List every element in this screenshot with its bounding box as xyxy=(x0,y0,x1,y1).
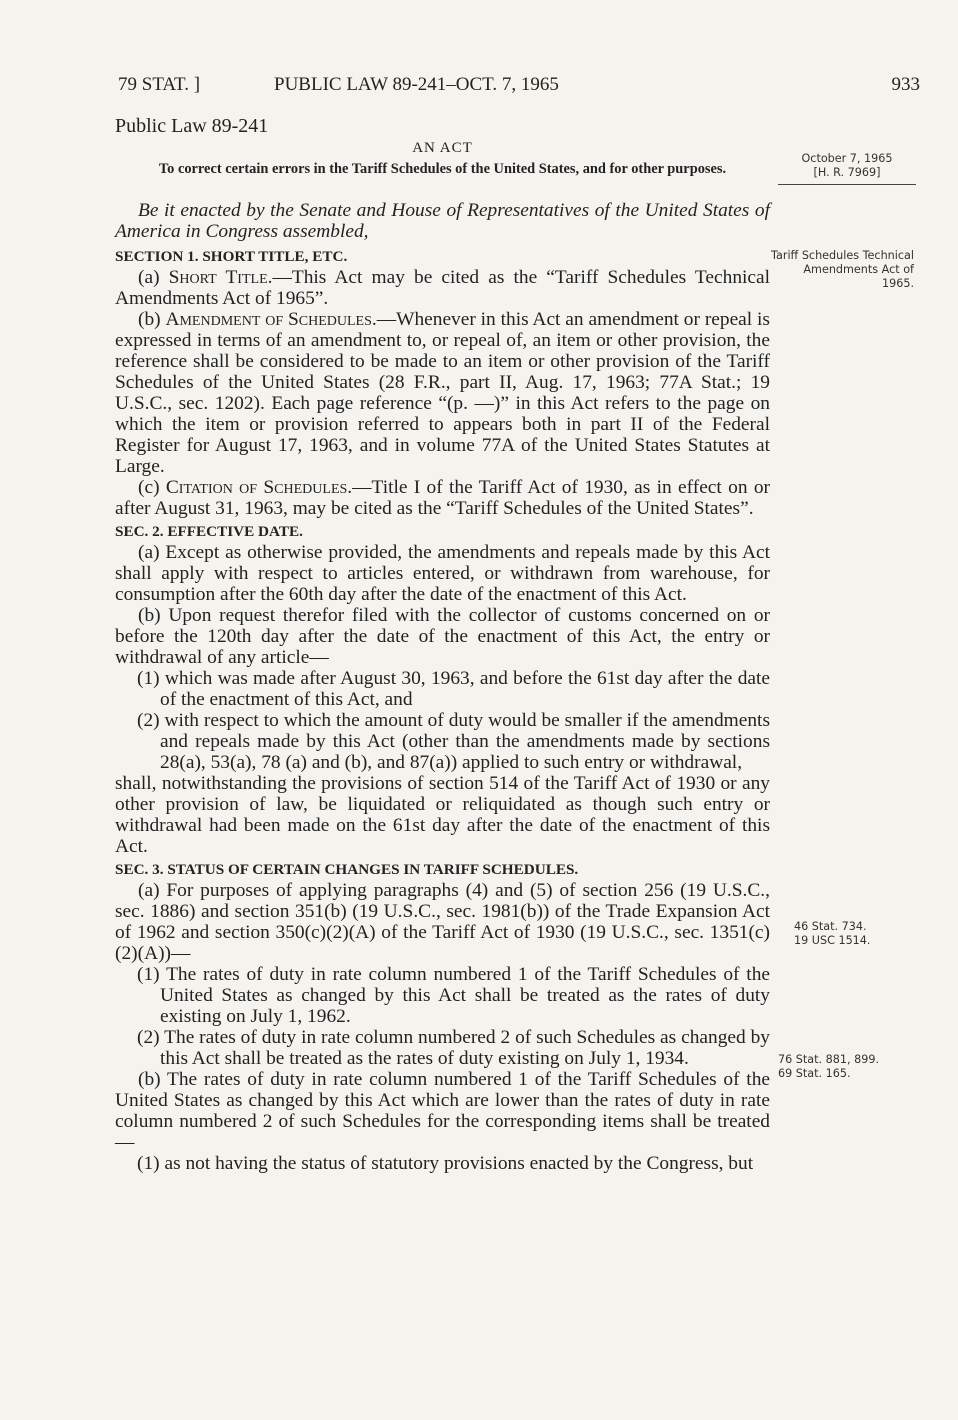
page-number: 933 xyxy=(891,74,920,95)
section-2-b: (b) Upon request therefor filed with the collector of customs concerned on or before the 120th day after the date of the enactment of this Act, the entry or withdrawal of any article— xyxy=(115,605,770,668)
section-1-c-prefix: (c) xyxy=(138,477,166,498)
section-2-b-1: (1) which was made after August 30, 1963, and before the 61st day after the date of the enactment of this Act, and xyxy=(137,668,770,710)
section-1-c xyxy=(115,477,770,519)
section-1-a-prefix: (a) xyxy=(138,267,169,288)
margin-date-note xyxy=(778,152,916,185)
section-3-b: (b) The rates of duty in rate column numbered 1 of the Tariff Schedules of the United States as changed by this Act which are lower than the rates of duty in rate column numbered 2 of such Schedules for the corresponding items shall be treated— xyxy=(115,1069,770,1153)
act-purpose: To correct certain errors in the Tariff Schedules of the United States, and for other purposes. xyxy=(158,161,727,177)
margin-date: October 7, 1965 xyxy=(801,152,893,165)
margin-bill-number: [H. R. 7969] xyxy=(813,166,881,179)
section-3-a-2: (2) The rates of duty in rate column numbered 2 of such Schedules as changed by this Act shall be treated as the rates of duty existing on July 1, 1934. xyxy=(137,1027,770,1069)
enacting-clause: Be it enacted by the Senate and House of Representatives of the United States of America in Congress assembled, xyxy=(115,200,770,242)
section-1-a-body: —This Act may be cited as the “Tariff Schedules Technical Amendments Act of 1965”. xyxy=(115,267,770,309)
section-3-heading: SEC. 3. STATUS OF CERTAIN CHANGES IN TARIFF SCHEDULES. xyxy=(115,861,579,878)
section-1-a xyxy=(115,267,770,309)
running-header xyxy=(118,74,920,100)
law-label: Public Law 89-241 xyxy=(115,115,269,137)
margin-short-title-note: Tariff Schedules Technical Amendments Act of 1965. xyxy=(771,249,914,290)
section-3-b-1: (1) as not having the status of statutory provisions enacted by the Congress, but xyxy=(137,1153,754,1174)
margin-cite-46-stat: 46 Stat. 734. xyxy=(794,920,867,933)
main-text xyxy=(115,116,770,1174)
section-2-heading: SEC. 2. EFFECTIVE DATE. xyxy=(115,523,303,540)
section-1-a-label: Short Title. xyxy=(168,267,273,288)
act-heading: AN ACT xyxy=(412,140,473,156)
section-2-b-tail: shall, notwithstanding the provisions of section 514 of the Tariff Act of 1930 or any other provision of law, be liquidated or reliquidated as though such entry or withdrawal had been made on the 61st day after the date of the enactment of this Act. xyxy=(115,773,770,857)
margin-cite-69-stat: 69 Stat. 165. xyxy=(778,1067,851,1080)
section-1-c-label: Citation of Schedules. xyxy=(165,477,353,498)
section-1-c-body: —Title I of the Tariff Act of 1930, as in effect on or after August 31, 1963, may be cited as the “Tariff Schedules of the United States”. xyxy=(115,477,770,519)
section-2-b-2: (2) with respect to which the amount of duty would be smaller if the amendments and repeals made by this Act (other than the amendments made by sections 28(a), 53(a), 78 (a) and (b), and 87(a)) applied to such entry or withdrawal, xyxy=(137,710,770,773)
margin-citation-note-1 xyxy=(794,920,934,948)
section-1-heading: SECTION 1. SHORT TITLE, ETC. xyxy=(115,248,348,265)
section-1-b-prefix: (b) xyxy=(138,309,166,330)
section-1-b xyxy=(115,309,770,477)
margin-cite-76-stat: 76 Stat. 881, 899. xyxy=(778,1053,880,1066)
section-3-a-1: (1) The rates of duty in rate column numbered 1 of the Tariff Schedules of the United States as changed by this Act shall be treated as the rates of duty existing on July 1, 1962. xyxy=(137,964,770,1027)
volume-reference: 79 STAT. ] xyxy=(118,74,201,95)
law-reference: PUBLIC LAW 89-241–OCT. 7, 1965 xyxy=(274,74,559,95)
section-2-a: (a) Except as otherwise provided, the amendments and repeals made by this Act shall apply with respect to articles entered, or withdrawn from warehouse, for consumption after the 60th day after the date of the enactment of this Act. xyxy=(115,542,770,605)
margin-citation-note-2 xyxy=(778,1053,918,1081)
margin-cite-19-usc: 19 USC 1514. xyxy=(794,934,871,947)
section-3-a: (a) For purposes of applying paragraphs (4) and (5) of section 256 (19 U.S.C., sec. 1886) and section 351(b) (19 U.S.C., sec. 1981(b)) of the Trade Expansion Act of 1962 and section 350(c)(2)(A) of the Tariff Act of 1930 (19 U.S.C., sec. 1351(c)(2)(A))— xyxy=(115,880,770,964)
section-1-b-label: Amendment of Schedules. xyxy=(165,309,377,330)
section-1-b-body: —Whenever in this Act an amendment or repeal is expressed in terms of an amendment to, or repeal of, an item or other provision, the reference shall be considered to be made to an item or other provision of the Tariff Schedules of the United States (28 F.R., part II, Aug. 17, 1963; 77A Stat.; 19 U.S.C., sec. 1202). Each page reference “(p. —)” in this Act refers to the page on which the item or provision referred to appears both in part II of the Federal Register for August 17, 1963, and in volume 77A of the United States Statutes at Large. xyxy=(115,309,770,477)
